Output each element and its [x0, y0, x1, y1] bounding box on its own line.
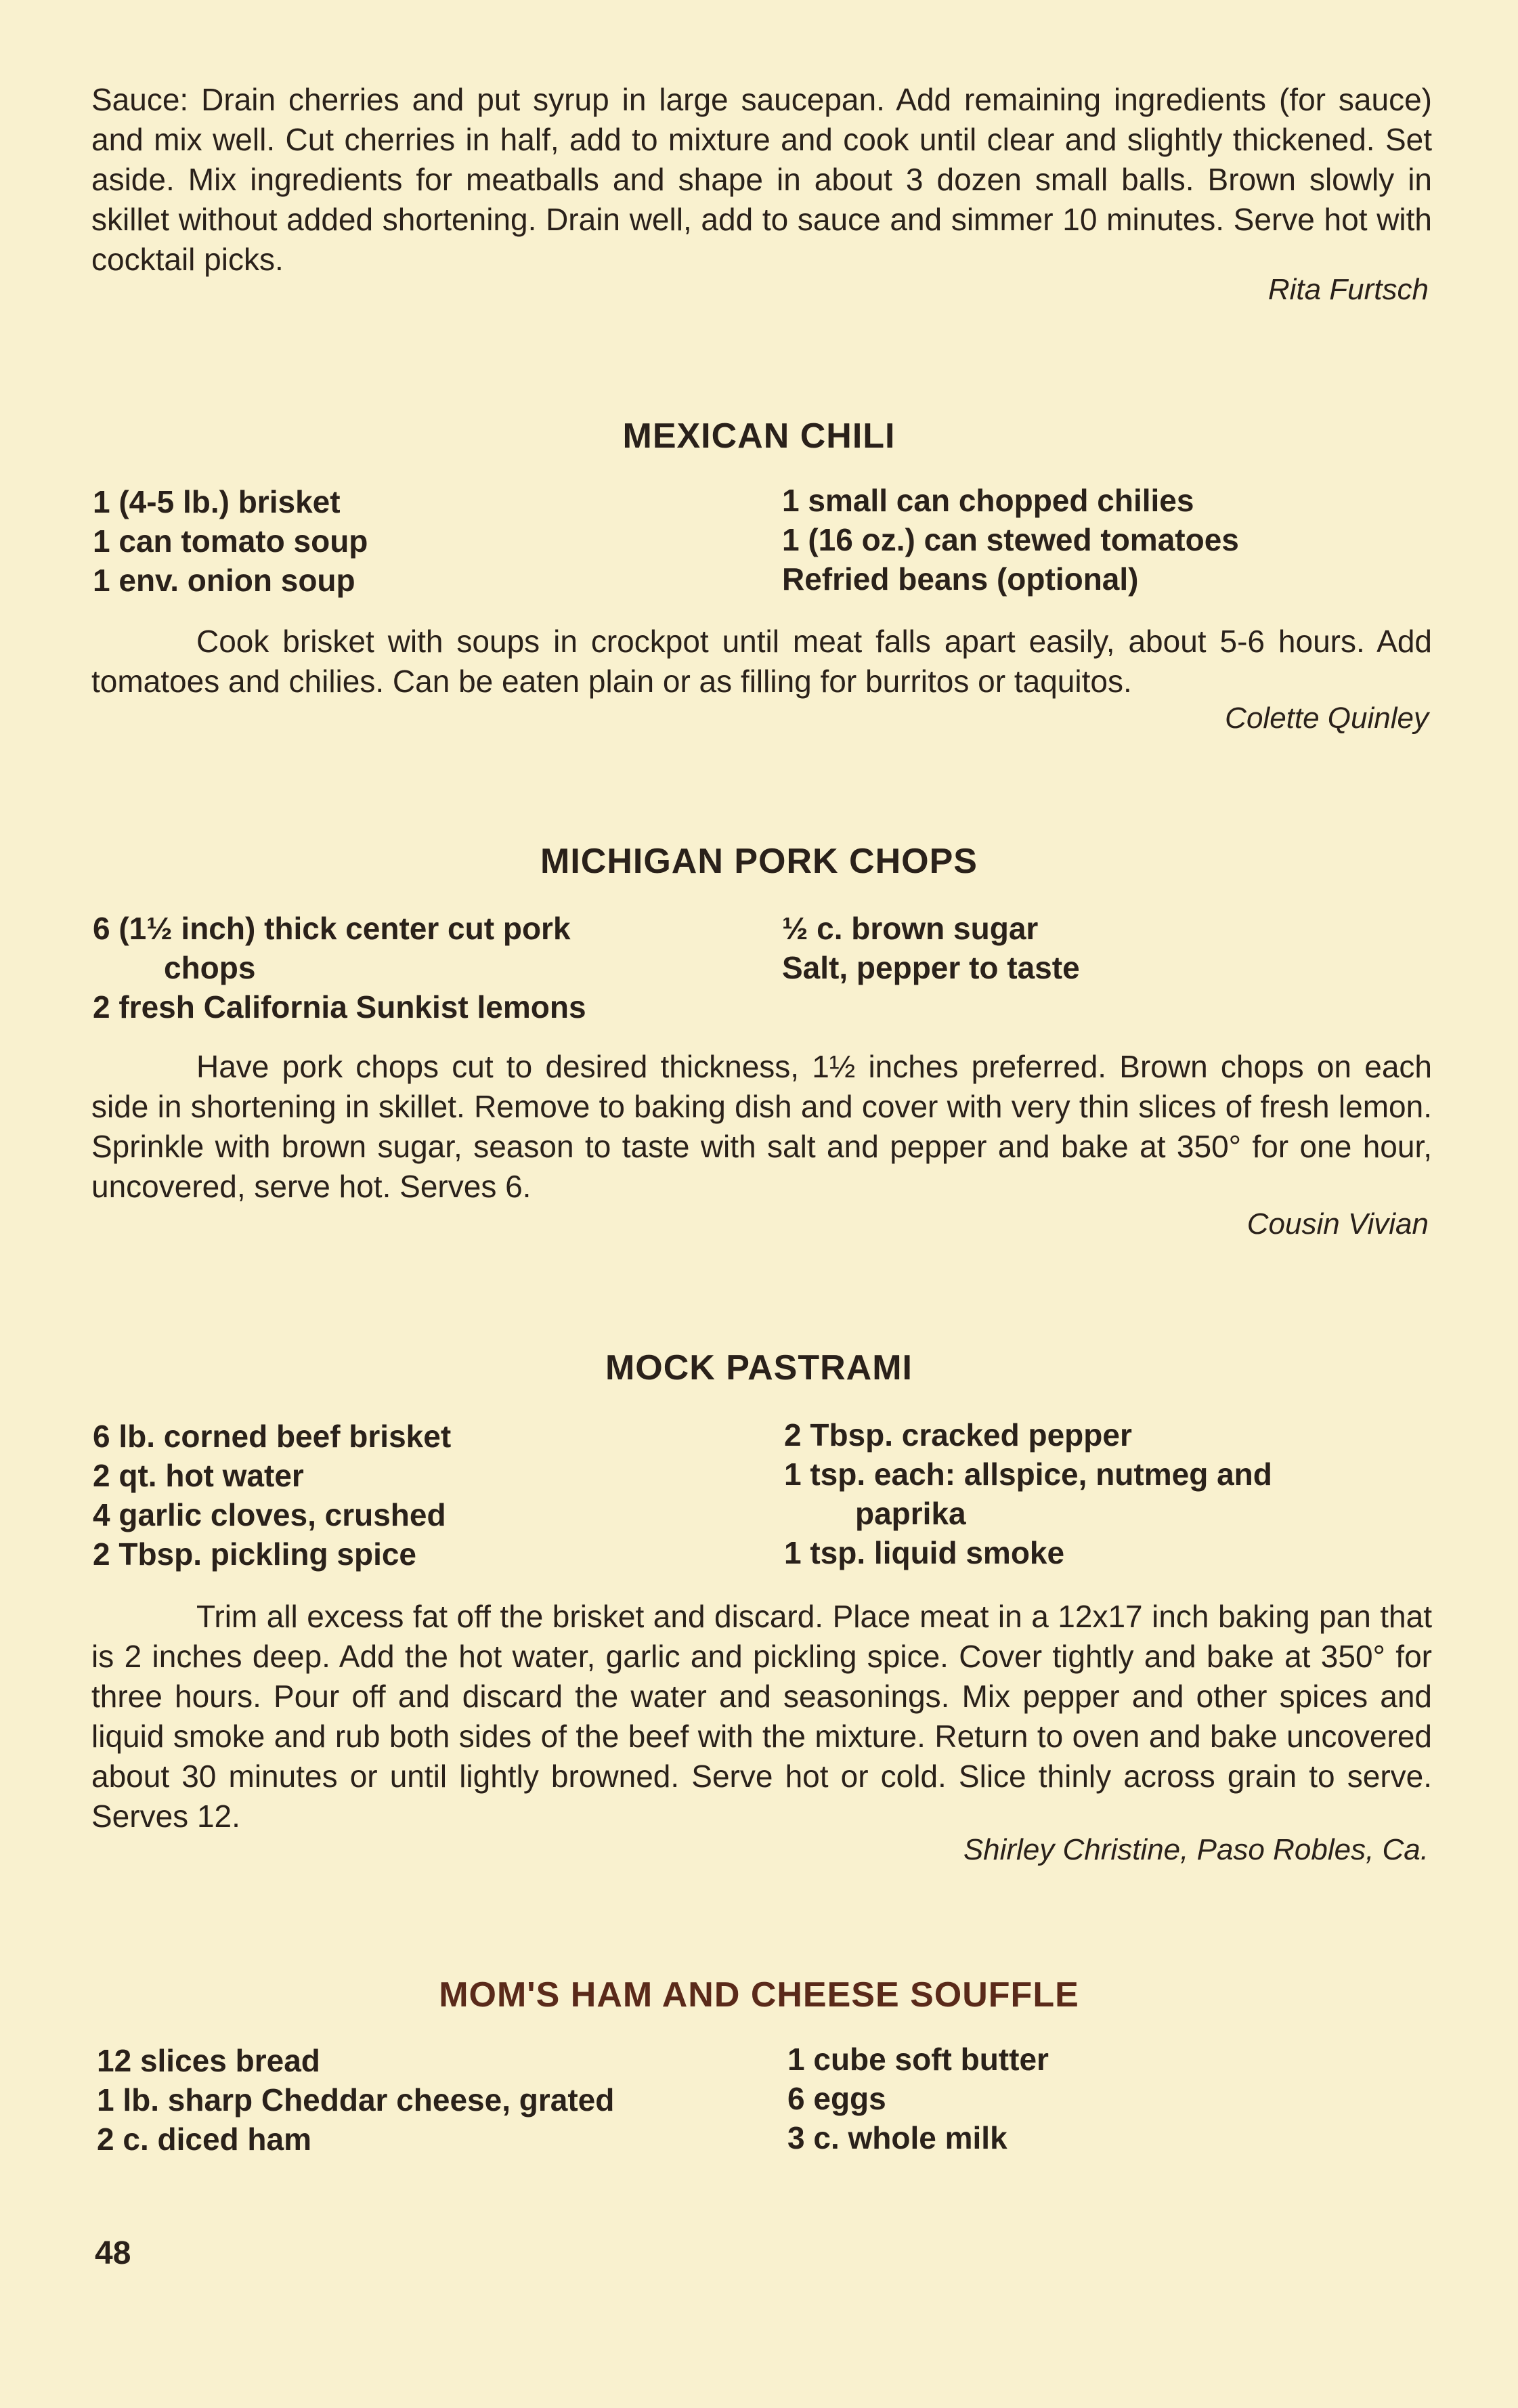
ingredient: 1 tsp. liquid smoke [784, 1535, 1065, 1570]
ingredient: 2 c. diced ham [97, 2122, 312, 2157]
ingredients-left-mock-pastrami [93, 1417, 451, 1574]
ingredients-right-mock-pastrami [784, 1415, 1272, 1572]
ingredient: 1 env. onion soup [93, 563, 355, 598]
author-michigan-pork-chops: Cousin Vivian [1246, 1207, 1429, 1241]
ingredient: 3 c. whole milk [787, 2120, 1007, 2155]
ingredients-right-ham-cheese-souffle [787, 2040, 1049, 2157]
ingredient: 2 Tbsp. cracked pepper [784, 1417, 1132, 1453]
ingredient: ½ c. brown sugar [782, 911, 1039, 946]
ingredients-left-ham-cheese-souffle [97, 2041, 614, 2159]
ingredient: 1 (4-5 lb.) brisket [93, 484, 341, 519]
intro-author: Rita Furtsch [1267, 273, 1429, 306]
directions-text: Trim all excess fat off the brisket and discard. Place meat in a 12x17 inch baking pan that is 2 inches deep. Add the hot water, garlic and pickling spice. Cover tightly and bake at 350° for three hours. Pour off and discard the water and seasonings. Mix pepper and other spices and liquid smoke and rub both sides of the beef with the mixture. Return to oven and bake uncovered about 30 minutes or until lightly browned. Serve hot or cold. Slice thinly across grain to serve. Serves 12. [91, 1599, 1432, 1834]
ingredient: Salt, pepper to taste [782, 950, 1080, 985]
author-mock-pastrami: Shirley Christine, Paso Robles, Ca. [963, 1833, 1429, 1866]
ingredient: 12 slices bread [97, 2043, 320, 2078]
page-number: 48 [95, 2235, 131, 2271]
ingredients-left-mexican-chili [93, 482, 368, 600]
ingredient: 2 qt. hot water [93, 1458, 304, 1493]
ingredient: 1 (16 oz.) can stewed tomatoes [782, 522, 1239, 557]
ingredient-continuation: paprika [855, 1496, 966, 1531]
ingredient: 1 cube soft butter [787, 2042, 1049, 2077]
recipe-title-mock-pastrami: MOCK PASTRAMI [605, 1348, 913, 1388]
ingredient: 2 fresh California Sunkist lemons [93, 989, 586, 1025]
directions-michigan-pork-chops [91, 1047, 1432, 1207]
intro-directions: Sauce: Drain cherries and put syrup in large saucepan. Add remaining ingredients (for sauce) and mix well. Cut cherries in half, add to mixture and cook until clear and slightly thickened. Set aside. Mix ingredients for meatballs and shape in about 3 dozen small balls. Brown slowly in skillet without added shortening. Drain well, add to sauce and simmer 10 minutes. Serve hot with cocktail picks. [91, 82, 1432, 277]
directions-text: Have pork chops cut to desired thickness, 1½ inches preferred. Brown chops on each side in shortening in skillet. Remove to baking dish and cover with very thin slices of fresh lemon. Sprinkle with brown sugar, season to taste with salt and pepper and bake at 350° for one hour, uncovered, serve hot. Serves 6. [91, 1049, 1432, 1204]
ingredients-right-michigan-pork-chops [782, 909, 1080, 987]
ingredient: 6 lb. corned beef brisket [93, 1419, 452, 1454]
directions-mexican-chili [91, 622, 1432, 702]
ingredient: 1 tsp. each: allspice, nutmeg and [784, 1457, 1272, 1492]
author-mexican-chili: Colette Quinley [1225, 702, 1429, 735]
ingredient-continuation: chops [164, 950, 256, 985]
ingredient: 1 lb. sharp Cheddar cheese, grated [97, 2082, 615, 2117]
recipe-title-michigan-pork-chops: MICHIGAN PORK CHOPS [540, 842, 978, 881]
ingredients-right-mexican-chili [782, 481, 1239, 599]
ingredient: 1 can tomato soup [93, 523, 368, 559]
ingredients-left-michigan-pork-chops [93, 909, 586, 1027]
directions-mock-pastrami [91, 1597, 1432, 1836]
ingredient: 6 (1½ inch) thick center cut pork [93, 911, 571, 946]
directions-text: Cook brisket with soups in crockpot until meat falls apart easily, about 5-6 hours. Add tomatoes and chilies. Can be eaten plain or as filling for burritos or taquitos. [91, 624, 1432, 699]
ingredient: 6 eggs [787, 2081, 886, 2116]
ingredient: 1 small can chopped chilies [782, 483, 1194, 518]
ingredient: 4 garlic cloves, crushed [93, 1497, 446, 1532]
recipe-title-mexican-chili: MEXICAN CHILI [622, 416, 896, 456]
recipe-title-ham-cheese-souffle: MOM'S HAM AND CHEESE SOUFFLE [439, 1975, 1079, 2015]
ingredient: 2 Tbsp. pickling spice [93, 1536, 417, 1572]
ingredient: Refried beans (optional) [782, 561, 1139, 597]
